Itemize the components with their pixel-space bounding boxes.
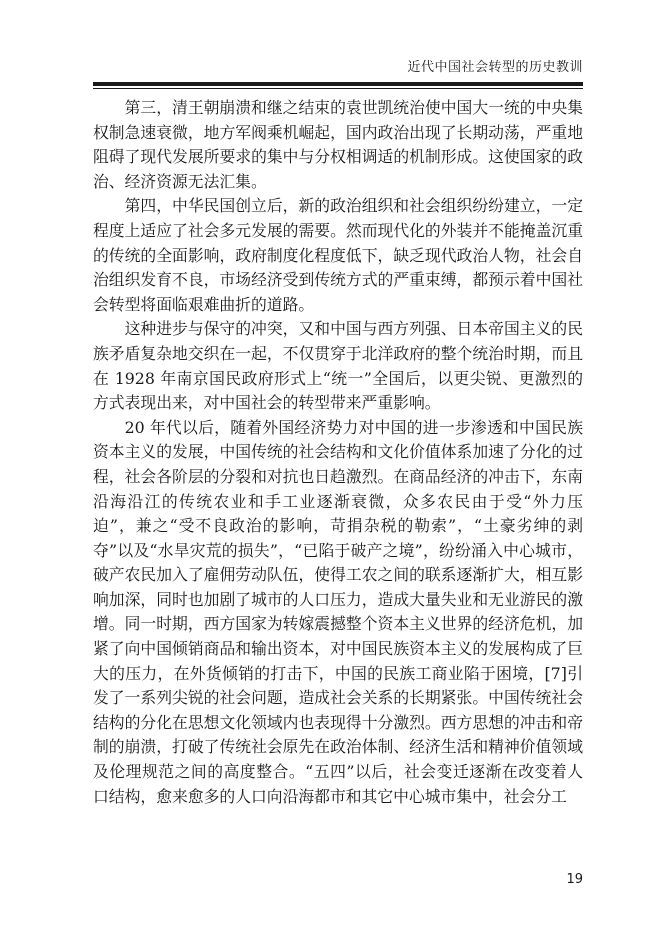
running-header-title: 近代中国社会转型的历史教训: [407, 60, 583, 75]
paragraph-4: 20 年代以后，随着外国经济势力对中国的进一步渗透和中国民族资本主义的发展，中国传统的社会结构和文化价值体系加速了分化的过程，社会各阶层的分裂和对抗也日趋激烈。在商品经济的冲击下，东南沿海沿江的传统农业和手工业逐渐衰微，众多农民由于受“外力压迫”，兼之“受不良政治的影响，苛捐杂税的勒索”，“土豪劣绅的剥夺”以及“水旱灾荒的损失”，“已陷于破产之境”，纷纷涌入中心城市，破产农民加入了雇佣劳动队伍，使得工农之间的联系逐渐扩大，相互影响加深，同时也加剧了城市的人口压力，造成大量失业和无业游民的激增。同一时期，西方国家为转嫁震撼整个资本主义世界的经济危机，加紧了向中国倾销商品和输出资本，对中国民族资本主义的发展构成了巨大的压力，在外货倾销的打击下，中国的民族工商业陷于困境，[7]引发了一系列尖锐的社会问题，造成社会关系的长期紧张。中国传统社会结构的分化在思想文化领域内也表现得十分激烈。西方思想的冲击和帝制的崩溃，打破了传统社会原先在政治体制、经济生活和精神价值领域及伦理规范之间的高度整合。“五四”以后，社会变迁逐渐在改变着人口结构，愈来愈多的人口向沿海都市和其它中心城市集中，社会分工: [93, 417, 583, 806]
paragraph-1: 第三，清王朝崩溃和继之结束的袁世凯统治使中国大一统的中央集权制急速衰微，地方军阀乘机崛起，国内政治出现了长期动荡，严重地阻碍了现代发展所要求的集中与分权相调适的机制形成。这使国家的政治、经济资源无法汇集。: [93, 98, 583, 191]
header-rule-thin: [93, 88, 583, 89]
header-rule-thick: [93, 82, 583, 86]
paragraph-2: 第四，中华民国创立后，新的政治组织和社会组织纷纷建立，一定程度上适应了社会多元发展的需要。然而现代化的外装并不能掩盖沉重的传统的全面影响，政府制度化程度低下，缺乏现代政治人物，社会自治组织发育不良，市场经济受到传统方式的严重束缚，都预示着中国社会转型将面临艰难曲折的道路。: [93, 196, 583, 314]
page-number: 19: [566, 872, 583, 887]
paragraph-3: 这种进步与保守的冲突，又和中国与西方列强、日本帝国主义的民族矛盾复杂地交织在一起，不仅贯穿于北洋政府的整个统治时期，而且在 1928 年南京国民政府形式上“统一”全国后，以更尖锐、更激烈的方式表现出来，对中国社会的转型带来严重影响。: [93, 319, 583, 413]
body-text: [93, 96, 583, 809]
